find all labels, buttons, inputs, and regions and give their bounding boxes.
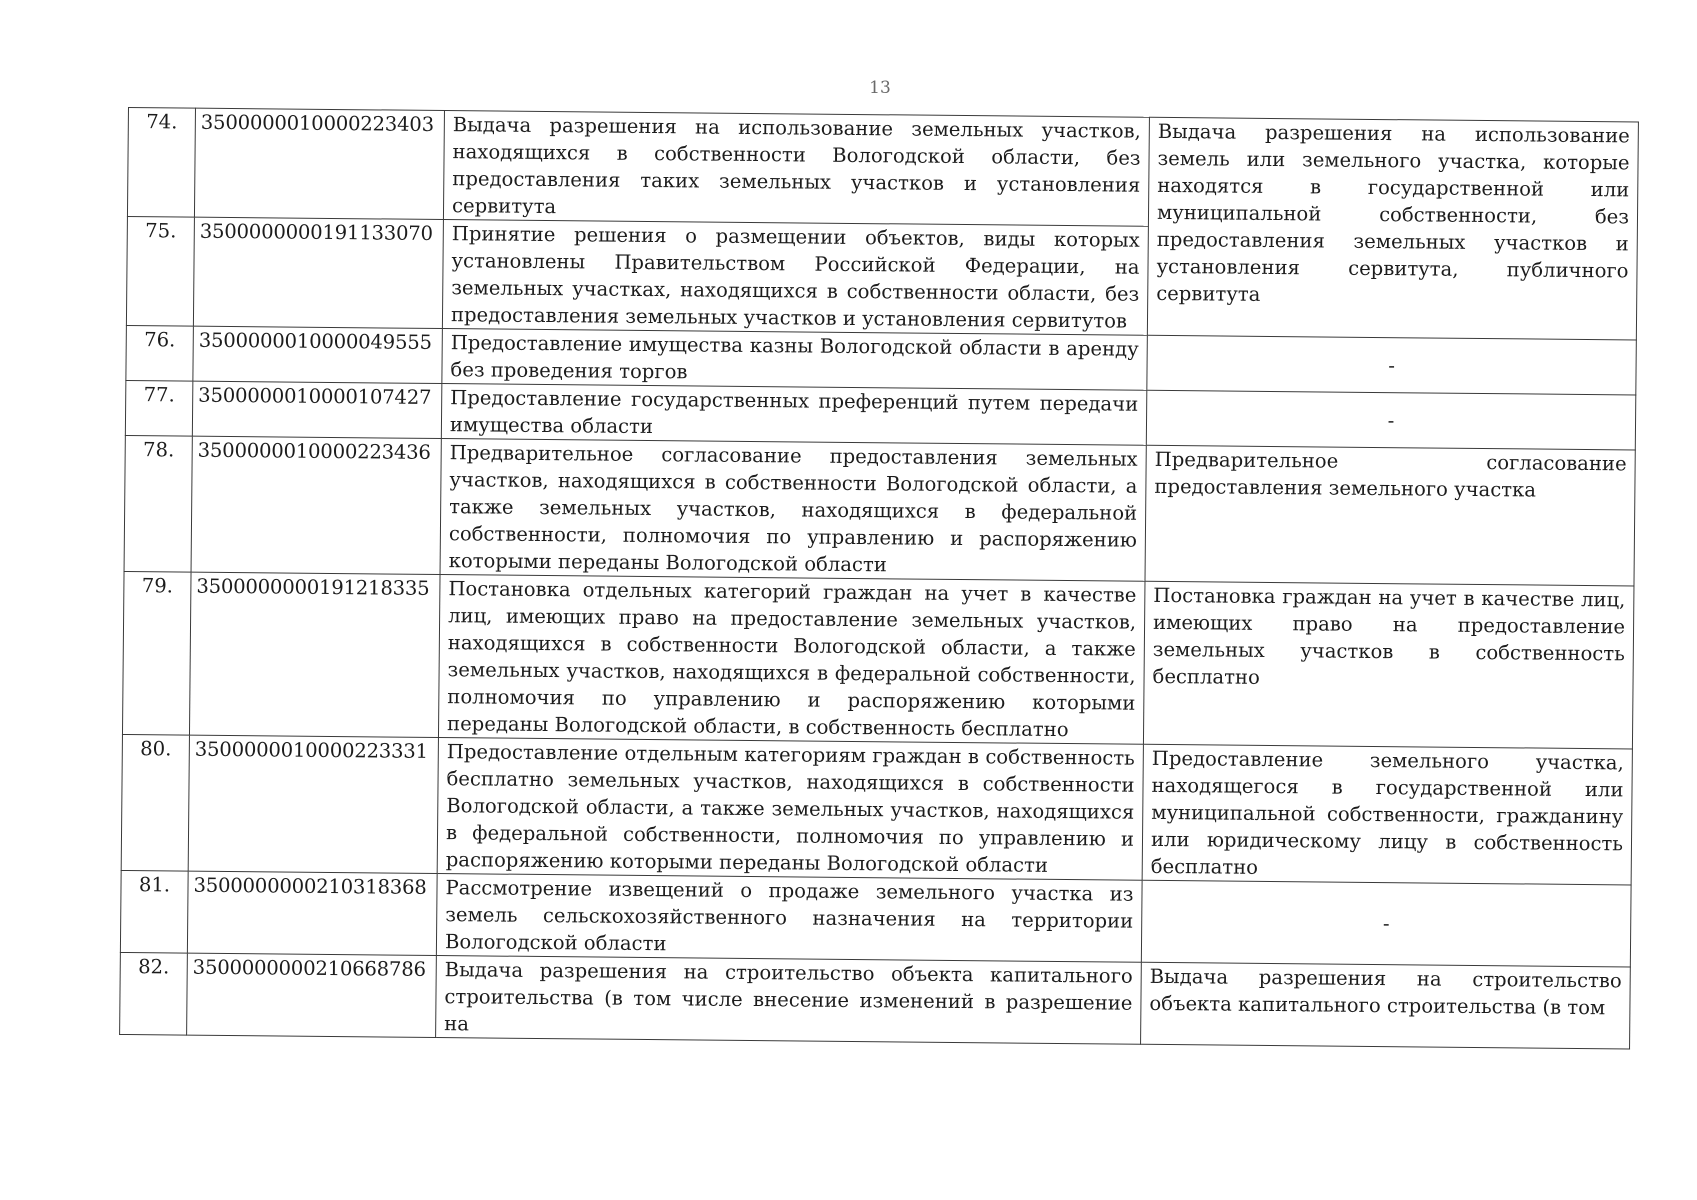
service-code: 3500000000210318368 <box>187 871 437 955</box>
row-number: 80. <box>121 734 189 871</box>
table-row <box>121 734 1632 884</box>
service-code: 3500000010000223403 <box>194 108 444 219</box>
services-table <box>119 107 1639 1049</box>
service-code: 3500000010000223331 <box>188 735 438 873</box>
service-code: 3500000010000049555 <box>193 326 443 383</box>
service-code: 3500000010000223436 <box>191 436 441 574</box>
service-name: Предварительное согласование предоставления земельных участков, находящихся в собственности Вологодской области, а также земельных участков, находящихся в федеральной собственности, полномочия по управлению и распоряжению которыми переданы Вологодской области <box>440 439 1146 582</box>
row-number: 79. <box>122 571 191 735</box>
table-row <box>120 870 1631 966</box>
federal-service-name: Выдача разрешения на строительство объекта капитального строительства (в том <box>1141 962 1631 1049</box>
federal-service-name: - <box>1141 880 1631 967</box>
row-number: 76. <box>126 325 194 381</box>
service-name: Выдача разрешения на строительство объекта капитального строительства (в том числе внесение изменений в разрешение на <box>436 955 1142 1044</box>
table-row <box>124 435 1635 585</box>
row-number: 78. <box>124 435 192 572</box>
service-code: 3500000010000107427 <box>192 381 442 438</box>
service-name: Предоставление государственных преференций путем передачи имущества области <box>441 384 1146 446</box>
service-name: Выдача разрешения на использование земельных участков, находящихся в собственности Вологодской области, без предоставления таких земельных участков и установления сервитута <box>443 111 1149 227</box>
row-number: 77. <box>125 380 193 436</box>
row-number: 81. <box>120 870 188 953</box>
table-row <box>120 952 1631 1048</box>
federal-service-name: Предварительное согласование предоставления земельного участка <box>1145 445 1635 586</box>
service-name: Постановка отдельных категорий граждан на учет в качестве лиц, имеющих право на предоставление земельных участков, находящихся в собственности Вологодской области, а также земельных участков, находящихся в федеральной собственности, полномочия по управлению и распоряжению которыми переданы Вологодской области, в собственность бесплатно <box>438 575 1145 745</box>
service-code: 3500000000191218335 <box>189 572 440 737</box>
service-name: Рассмотрение извещений о продаже земельного участка из земель сельскохозяйственного назначения на территории Вологодской области <box>436 874 1142 963</box>
federal-service-name: Предоставление земельного участка, находящегося в государственной или муниципальной собственности, гражданину или юридическому лицу в собственность бесплатно <box>1142 744 1632 885</box>
service-code: 3500000000210668786 <box>187 953 437 1037</box>
service-code: 3500000000191133070 <box>193 217 443 328</box>
row-number: 82. <box>120 952 188 1035</box>
page-number: 13 <box>869 78 891 98</box>
federal-service-name: - <box>1146 390 1636 450</box>
service-name: Предоставление имущества казны Вологодской области в аренду без проведения торгов <box>442 329 1147 391</box>
row-number: 75. <box>126 216 194 326</box>
service-name: Предоставление отдельным категориям граждан в собственность бесплатно земельных участков, находящихся в собственности Вологодской области, а также земельных участков, находящихся в федеральной собственности, полномочия по управлению и распоряжению которыми переданы Вологодской области <box>437 738 1143 881</box>
table-row <box>127 108 1638 231</box>
table-row <box>122 571 1633 748</box>
service-name: Принятие решения о размещении объектов, виды которых установлены Правительством Российской Федерации, на земельных участках, находящихся в собственности области, без предоставления земельных участков и установления сервитутов <box>442 220 1148 336</box>
federal-service-name: Постановка граждан на учет в качестве лиц, имеющих право на предоставление земельных участков в собственность бесплатно <box>1143 581 1634 749</box>
row-number: 74. <box>127 108 195 218</box>
federal-service-name: - <box>1147 335 1637 395</box>
federal-service-name: Выдача разрешения на использование земель или земельного участка, которые находятся в государственной или муниципальной собственности, без предоставления земельных участков и установления сервитута, публичного сервитута <box>1147 117 1638 340</box>
